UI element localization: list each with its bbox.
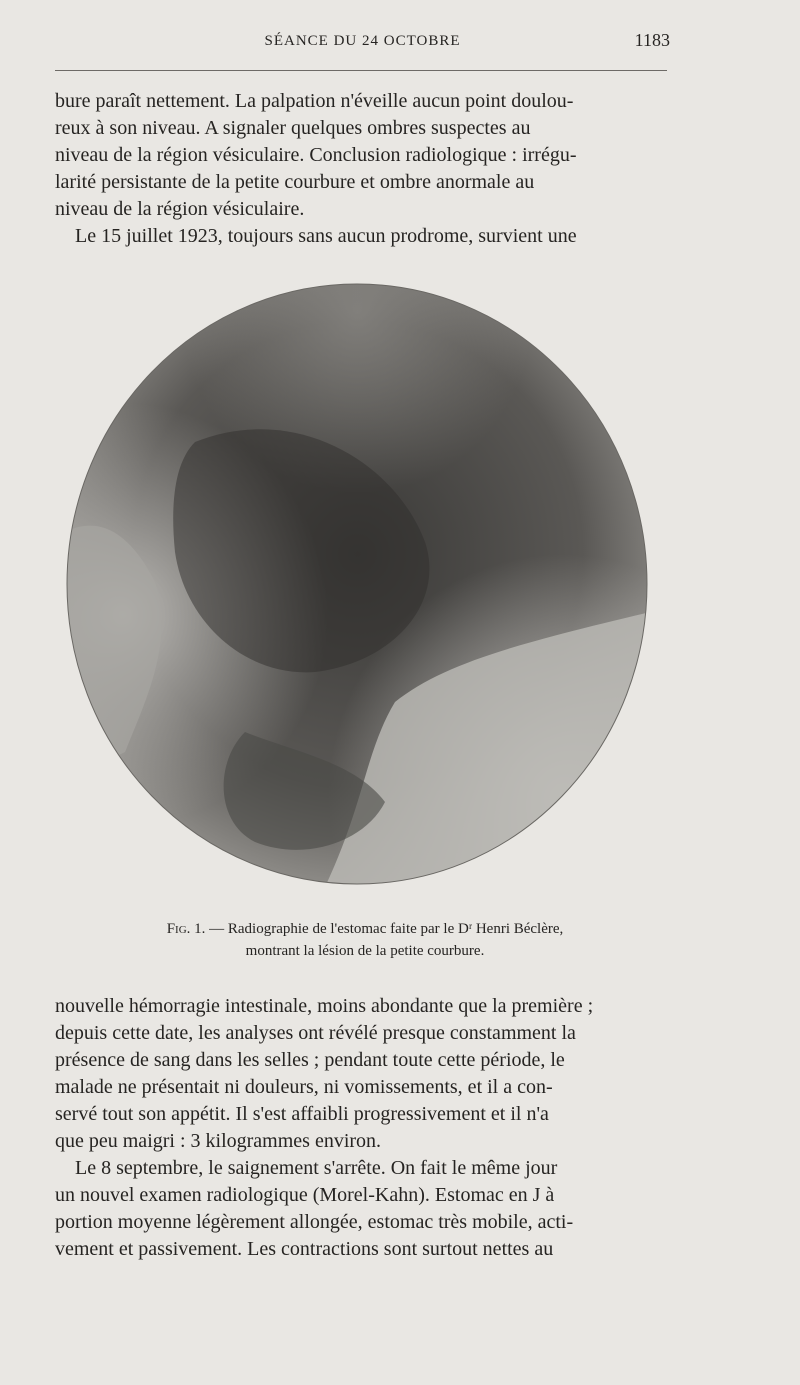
figure-label: Fig. 1. xyxy=(166,921,206,937)
text-line: portion moyenne légèrement allongée, estomac très mobile, acti- xyxy=(55,1211,574,1233)
text-line: vement et passivement. Les contractions sont surtout nettes au xyxy=(55,1238,554,1260)
text-line: un nouvel examen radiologique (Morel-Kahn). Estomac en J à xyxy=(55,1184,555,1206)
radiograph-image xyxy=(65,282,650,887)
text-line: reux à son niveau. A signaler quelques ombres suspectes au xyxy=(55,117,531,139)
text-line: niveau de la région vésiculaire. Conclusion radiologique : irrégu- xyxy=(55,144,577,166)
text-line: Le 15 juillet 1923, toujours sans aucun prodrome, survient une xyxy=(75,225,577,247)
text-line: que peu maigri : 3 kilogrammes environ. xyxy=(55,1130,382,1152)
page-number: 1183 xyxy=(634,30,670,50)
caption-line-1 xyxy=(60,918,670,940)
text-line: Le 8 septembre, le saignement s'arrête. On fait le même jour xyxy=(75,1157,558,1179)
text-line: présence de sang dans les selles ; pendant toute cette période, le xyxy=(55,1049,565,1071)
body-text-bottom xyxy=(55,993,670,1263)
radiograph-figure xyxy=(65,282,650,887)
caption-text-1: — Radiographie de l'estomac faite par le Dʳ Henri Béclère, xyxy=(209,921,564,937)
text-line: niveau de la région vésiculaire. xyxy=(55,198,305,220)
text-line: larité persistante de la petite courbure et ombre anormale au xyxy=(55,171,535,193)
caption-line-2: montrant la lésion de la petite courbure. xyxy=(245,943,485,959)
body-text-top xyxy=(55,88,670,250)
running-header xyxy=(55,30,670,54)
text-line: servé tout son appétit. Il s'est affaibli progressivement et il n'a xyxy=(55,1103,549,1125)
text-line: bure paraît nettement. La palpation n'éveille aucun point doulou- xyxy=(55,90,574,112)
text-line: malade ne présentait ni douleurs, ni vomissements, et il a con- xyxy=(55,1076,553,1098)
text-line: nouvelle hémorragie intestinale, moins abondante que la première ; xyxy=(55,995,594,1017)
figure-caption xyxy=(60,918,670,962)
running-title: SÉANCE DU 24 OCTOBRE xyxy=(264,33,461,49)
text-line: depuis cette date, les analyses ont révélé presque constamment la xyxy=(55,1022,576,1044)
header-rule xyxy=(55,70,667,71)
